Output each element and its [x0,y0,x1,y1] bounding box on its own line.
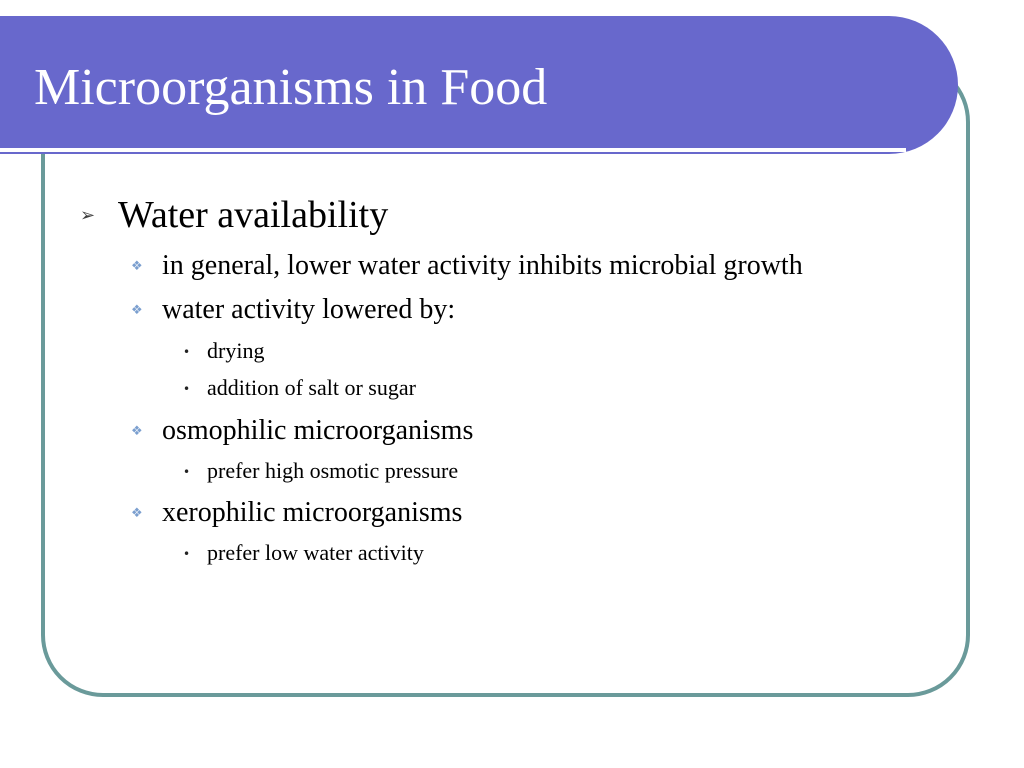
arrow-bullet-icon: ➢ [80,205,96,226]
bullet-text: in general, lower water activity inhibits microbial growth [162,250,803,281]
dot-bullet-icon: • [183,345,191,359]
bullet-text: water activity lowered by: [162,294,456,325]
bullet-item-level3 [183,375,416,400]
bullet-item-level3 [183,458,459,483]
dot-bullet-icon: • [183,382,191,396]
diamond-bullet-icon: ❖ [131,303,143,318]
bullet-item-level1 [80,194,389,236]
bullet-text: Water availability [118,194,389,236]
dot-bullet-icon: • [183,465,191,479]
diamond-bullet-icon: ❖ [131,259,143,274]
bullet-text: osmophilic microorganisms [162,415,474,446]
bullet-item-level3 [183,540,424,565]
bullet-item-level2 [131,415,474,446]
bullet-text: addition of salt or sugar [207,375,416,400]
diamond-bullet-icon: ❖ [131,506,143,521]
bullet-item-level2 [131,250,803,281]
slide-title: Microorganisms in Food [34,59,548,116]
diamond-bullet-icon: ❖ [131,424,143,439]
dot-bullet-icon: • [183,547,191,561]
bullet-text: prefer low water activity [207,540,424,565]
bullet-text: xerophilic microorganisms [162,497,463,528]
bullet-item-level2 [131,497,463,528]
bullet-item-level3 [183,338,265,363]
bullet-text: drying [207,338,265,363]
bullet-item-level2 [131,294,456,325]
bullet-text: prefer high osmotic pressure [207,458,459,483]
